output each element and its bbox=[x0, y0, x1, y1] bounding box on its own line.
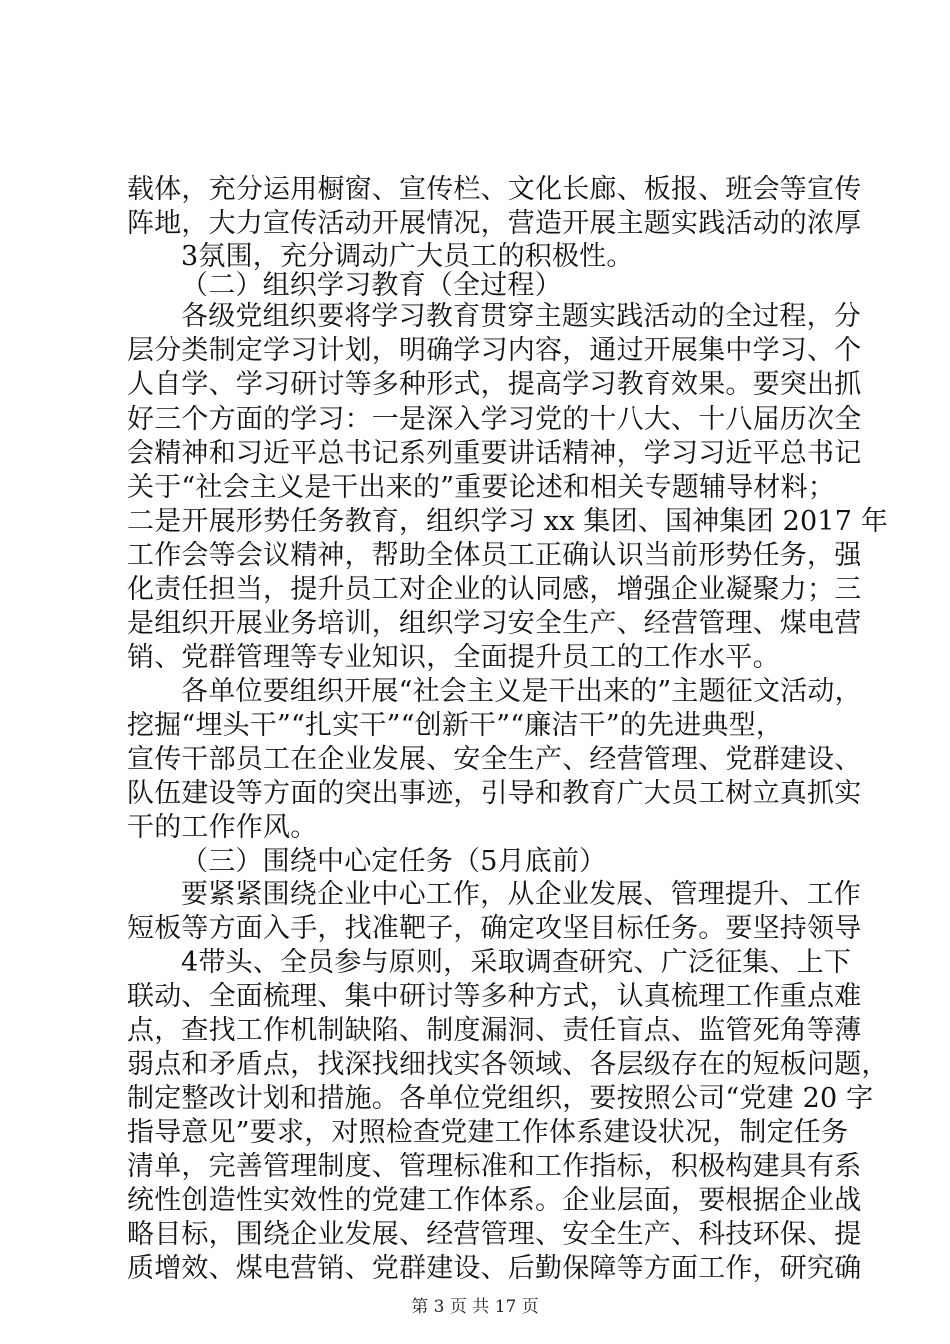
text-line: 挖掘“埋头干”“扎实干”“创新干”“廉洁干”的先进典型， bbox=[127, 710, 784, 741]
text-line: 层分类制定学习计划，明确学习内容，通过开展集中学习、个 bbox=[127, 335, 862, 366]
text-line: 短板等方面入手，找准靶子，确定攻坚目标任务。要坚持领导 bbox=[127, 913, 862, 944]
text-line: 二是开展形势任务教育，组织学习 xx 集团、国神集团 2017 年 bbox=[127, 506, 889, 537]
text-line: 是组织开展业务培训，组织学习安全生产、经营管理、煤电营 bbox=[127, 608, 862, 639]
text-line: 各单位要组织开展“社会主义是干出来的”主题征文活动， bbox=[181, 676, 862, 707]
text-line: 载体，充分运用橱窗、宣传栏、文化长廊、板报、班会等宣传 bbox=[127, 174, 862, 205]
text-line: 化责任担当，提升员工对企业的认同感，增强企业凝聚力；三 bbox=[127, 574, 862, 605]
text-line: 联动、全面梳理、集中研讨等多种方式，认真梳理工作重点难 bbox=[127, 981, 862, 1012]
text-line: 弱点和矛盾点，找深找细找实各领域、各层级存在的短板问题， bbox=[127, 1049, 889, 1080]
text-line: 4带头、全员参与原则，采取调查研究、广泛征集、上下 bbox=[181, 947, 852, 978]
text-line: 质增效、煤电营销、党群建设、后勤保障等方面工作，研究确 bbox=[127, 1253, 862, 1284]
text-line: 宣传干部员工在企业发展、安全生产、经营管理、党群建设、 bbox=[127, 744, 862, 775]
text-line: 制定整改计划和措施。各单位党组织，要按照公司“党建 20 字 bbox=[127, 1083, 874, 1114]
text-line: 干的工作作风。 bbox=[127, 812, 318, 843]
text-line: 好三个方面的学习：一是深入学习党的十八大、十八届历次全 bbox=[127, 404, 862, 435]
section-heading: （二）组织学习教育（全过程） bbox=[181, 270, 562, 301]
text-line: 队伍建设等方面的突出事迹，引导和教育广大员工树立真抓实 bbox=[127, 778, 862, 809]
section-heading: （三）围绕中心定任务（5月底前） bbox=[181, 846, 607, 877]
text-line: 略目标，围绕企业发展、经营管理、安全生产、科技环保、提 bbox=[127, 1219, 862, 1250]
text-line: 人自学、学习研讨等多种形式，提高学习教育效果。要突出抓 bbox=[127, 369, 862, 400]
text-line: 指导意见”要求，对照检查党建工作体系建设状况，制定任务 bbox=[127, 1117, 849, 1148]
text-line: 清单，完善管理制度、管理标准和工作指标，积极构建具有系 bbox=[127, 1151, 862, 1182]
text-line: 3氛围，充分调动广大员工的积极性。 bbox=[181, 241, 634, 272]
text-line: 销、党群管理等专业知识，全面提升员工的工作水平。 bbox=[127, 642, 780, 673]
text-line: 要紧紧围绕企业中心工作，从企业发展、管理提升、工作 bbox=[181, 879, 861, 910]
text-line: 统性创造性实效性的党建工作体系。企业层面，要根据企业战 bbox=[127, 1185, 862, 1216]
page-footer: 第 3 页 共 17 页 bbox=[411, 1297, 539, 1317]
text-line: 点，查找工作机制缺陷、制度漏洞、责任盲点、监管死角等薄 bbox=[127, 1015, 862, 1046]
text-line: 阵地，大力宣传活动开展情况，营造开展主题实践活动的浓厚 bbox=[127, 208, 862, 239]
text-line: 会精神和习近平总书记系列重要讲话精神，学习习近平总书记 bbox=[127, 438, 862, 469]
text-line: 关于“社会主义是干出来的”重要论述和相关专题辅导材料； bbox=[127, 472, 836, 503]
text-line: 工作会等会议精神，帮助全体员工正确认识当前形势任务，强 bbox=[127, 540, 862, 571]
text-line: 各级党组织要将学习教育贯穿主题实践活动的全过程，分 bbox=[181, 301, 861, 332]
